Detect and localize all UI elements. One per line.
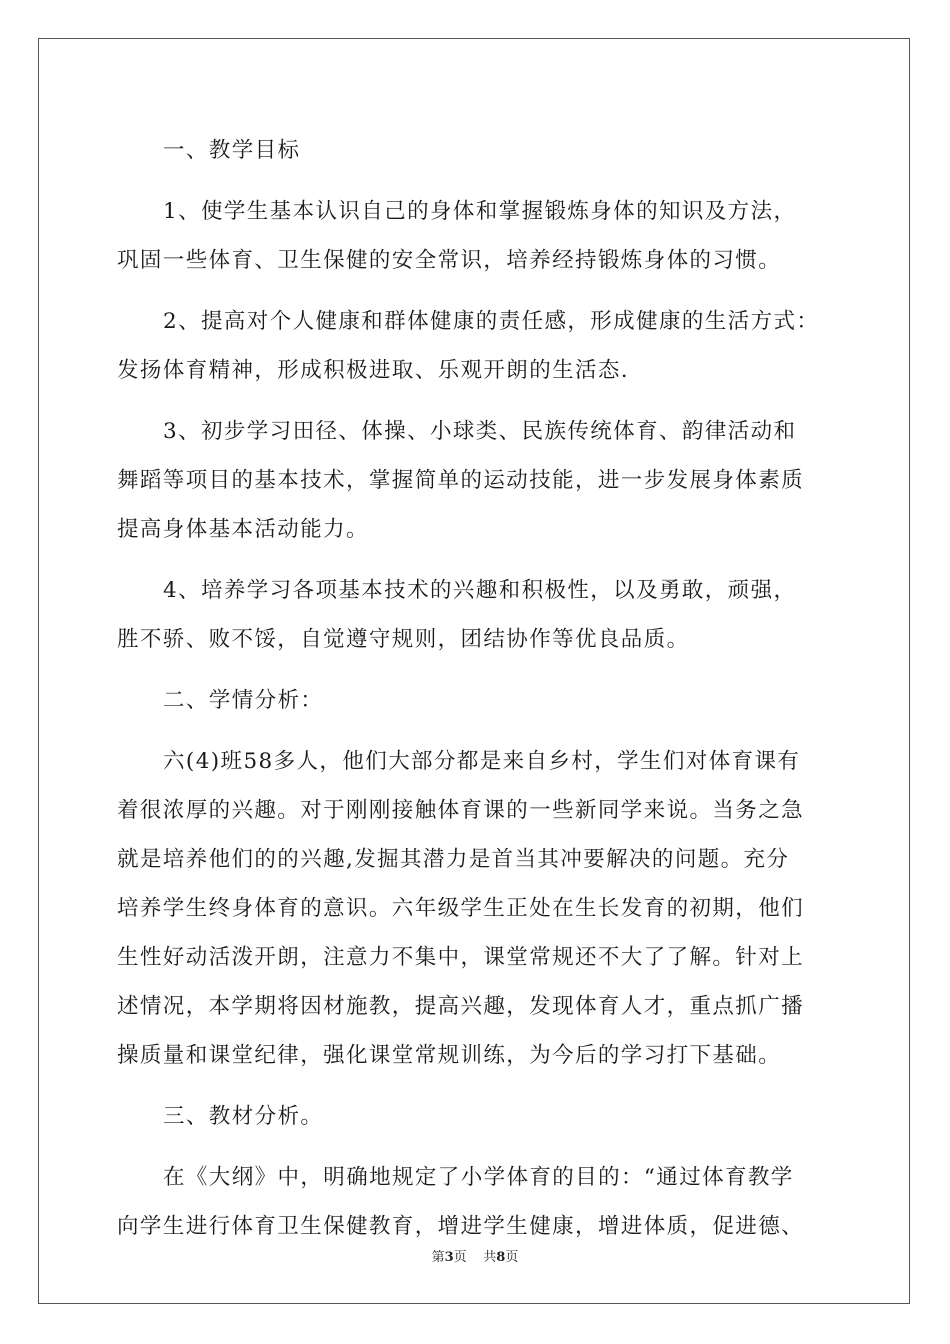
paragraph-line: 六(4)班58多人，他们大部分都是来自乡村，学生们对体育课有 (163, 749, 801, 774)
footer-prefix: 第 (431, 1250, 445, 1265)
paragraph-line: 舞蹈等项目的基本技术，掌握简单的运动技能，进一步发展身体素质 (117, 468, 805, 493)
paragraph-line: 述情况，本学期将因材施教，提高兴趣，发现体育人才，重点抓广播 (117, 994, 805, 1019)
page-footer (0, 1246, 950, 1265)
paragraph-line: 4、培养学习各项基本技术的兴趣和积极性，以及勇敢，顽强， (163, 578, 797, 603)
document-body (117, 126, 835, 1251)
footer-total-prefix: 共 (483, 1250, 497, 1265)
paragraph-line: 就是培养他们的的兴趣,发掘其潜力是首当其冲要解决的问题。充分 (117, 847, 790, 872)
current-page-number: 3 (444, 1250, 454, 1265)
total-page-count: 8 (496, 1250, 506, 1265)
footer-total-unit: 页 (505, 1250, 519, 1265)
paragraph-line: 向学生进行体育卫生保健教育，增进学生健康，增进体质，促进德、 (117, 1214, 805, 1239)
paragraph-line: 2、提高对个人健康和群体健康的责任感，形成健康的生活方式： (163, 309, 820, 334)
paragraph-line: 发扬体育精神，形成积极进取、乐观开朗的生活态. (117, 358, 630, 383)
paragraph-line: 生性好动活泼开朗，注意力不集中，课堂常规还不大了了解。针对上 (117, 945, 805, 970)
heading-student-analysis: 二、学情分析： (163, 688, 324, 713)
paragraph-line: 操质量和课堂纪律，强化课堂常规训练，为今后的学习打下基础。 (117, 1043, 782, 1068)
heading-teaching-goals: 一、教学目标 (163, 138, 301, 163)
paragraph-line: 1、使学生基本认识自己的身体和掌握锻炼身体的知识及方法， (163, 199, 797, 224)
paragraph-line: 着很浓厚的兴趣。对于刚刚接触体育课的一些新同学来说。当务之急 (117, 798, 805, 823)
paragraph-line: 培养学生终身体育的意识。六年级学生正处在生长发育的初期，他们 (117, 896, 805, 921)
footer-page-unit: 页 (453, 1250, 467, 1265)
paragraph-line: 3、初步学习田径、体操、小球类、民族传统体育、韵律活动和 (163, 419, 797, 444)
paragraph-line: 提高身体基本活动能力。 (117, 517, 369, 542)
paragraph-line: 在《大纲》中，明确地规定了小学体育的目的：“通过体育教学 (163, 1165, 794, 1190)
paragraph-line: 巩固一些体育、卫生保健的安全常识，培养经持锻炼身体的习惯。 (117, 248, 782, 273)
heading-textbook-analysis: 三、教材分析。 (163, 1104, 324, 1129)
paragraph-line: 胜不骄、败不馁，自觉遵守规则，团结协作等优良品质。 (117, 627, 690, 652)
